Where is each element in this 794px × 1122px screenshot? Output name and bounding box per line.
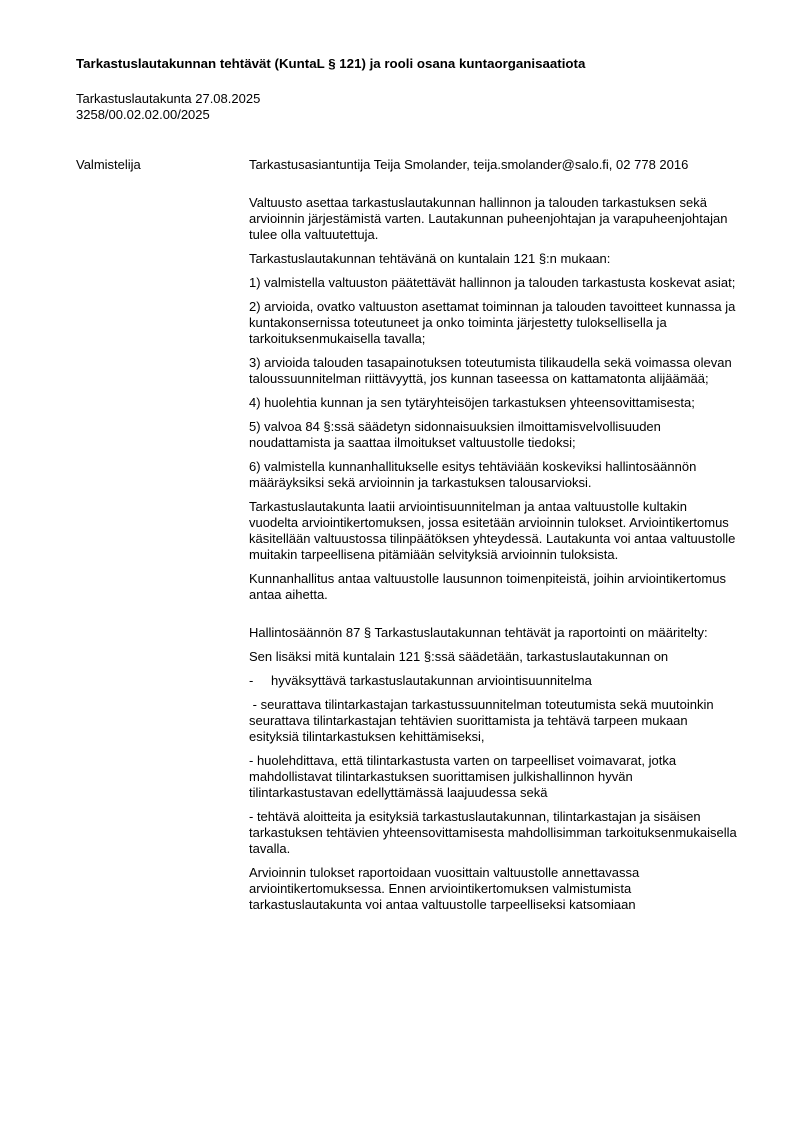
dash-list-item — [249, 673, 739, 689]
dash-list-item: - huolehdittava, että tilintarkastusta varten on tarpeelliset voimavarat, jotka mahdollistavat tilintarkastuksen suorittamisen julkishallinnon hyvän tilintarkastustavan edellyttämässä laajuudessa sekä — [249, 753, 677, 800]
list-item: 2) arvioida, ovatko valtuuston asettamat toiminnan ja talouden tavoitteet kunnassa ja kuntakonsernissa toteutuneet ja onko toiminta järjestetty tuloksellisella ja tarkoituksenmukaisella tavalla; — [249, 299, 736, 346]
paragraph: Arvioinnin tulokset raportoidaan vuosittain valtuustolle annettavassa arviointikertomuksessa. Ennen arviointikertomuksen valmistumista tarkastuslautakunta voi antaa valtuustolle tarpeelliseksi katsomiaan — [249, 865, 640, 912]
record-id: 3258/00.02.02.00/2025 — [76, 107, 210, 122]
paragraph: Kunnanhallitus antaa valtuustolle lausunnon toimenpiteistä, joihin arviointikertomus antaa aihetta. — [249, 571, 726, 602]
dash-item-text: hyväksyttävä tarkastuslautakunnan arviointisuunnitelma — [271, 673, 592, 688]
preparer-value: Tarkastusasiantuntija Teija Smolander, teija.smolander@salo.fi, 02 778 2016 — [249, 157, 689, 172]
list-item: 5) valvoa 84 §:ssä säädetyn sidonnaisuuksien ilmoittamisvelvollisuuden noudattamista ja saattaa ilmoitukset valtuustolle tiedoksi; — [249, 419, 661, 450]
regulation-lead: Sen lisäksi mitä kuntalain 121 §:ssä säädetään, tarkastuslautakunnan on — [249, 649, 669, 664]
meeting-line: Tarkastuslautakunta 27.08.2025 — [76, 91, 261, 106]
list-item: 6) valmistella kunnanhallitukselle esitys tehtäviään koskeviksi hallintosäännön määräyksiksi sekä arvioinnin ja tarkastuksen talousarvioksi. — [249, 459, 697, 490]
paragraph: Tarkastuslautakunnan tehtävänä on kuntalain 121 §:n mukaan: — [249, 251, 611, 266]
list-item: 3) arvioida talouden tasapainotuksen toteutumista tilikaudella sekä voimassa olevan taloussuunnitelman riittävyyttä, jos kunnan taseessa on kattamatonta alijäämää; — [249, 355, 732, 386]
dash-list-item: - tehtävä aloitteita ja esityksiä tarkastuslautakunnan, tilintarkastajan ja sisäisen tarkastuksen tehtävien yhteensovittamisesta mahdollisimman tarkoituksenmukaisella tavalla. — [249, 809, 737, 856]
paragraph: Tarkastuslautakunta laatii arviointisuunnitelman ja antaa valtuustolle kultakin vuodelta arviointikertomuksen, jossa esitetään arvioinnin tulokset. Arviointikertomus käsitellään valtuustossa tilinpäätöksen yhteydessä. Lautakunta voi antaa valtuustolle muitakin tarpeellisena pitämiään selvityksiä arvioinnin tuloksista. — [249, 499, 736, 562]
preparer-label: Valmistelija — [76, 157, 141, 172]
document-body — [249, 157, 739, 921]
regulation-intro: Hallintosäännön 87 § Tarkastuslautakunnan tehtävät ja raportointi on määritelty: — [249, 625, 708, 640]
paragraph: Valtuusto asettaa tarkastuslautakunnan hallinnon ja talouden tarkastuksen sekä arvioinnin järjestämistä varten. Lautakunnan puheenjohtajan ja varapuheenjohtajan tulee olla valtuutettuja. — [249, 195, 728, 242]
list-item: 1) valmistella valtuuston päätettävät hallinnon ja talouden tarkastusta koskevat asiat; — [249, 275, 736, 290]
dash-marker: - — [249, 673, 254, 688]
dash-list-item: - seurattava tilintarkastajan tarkastussuunnitelman toteutumista sekä muutoinkin seurattava tilintarkastajan tehtävien suorittamista ja tehtävä tarpeen mukaan esityksiä tilintarkastuksen kehittämiseksi, — [249, 697, 718, 744]
document-meta — [76, 91, 260, 123]
document-title: Tarkastuslautakunnan tehtävät (KuntaL § 121) ja rooli osana kuntaorganisaatiota — [76, 56, 586, 71]
list-item: 4) huolehtia kunnan ja sen tytäryhteisöjen tarkastuksen yhteensovittamisesta; — [249, 395, 695, 410]
